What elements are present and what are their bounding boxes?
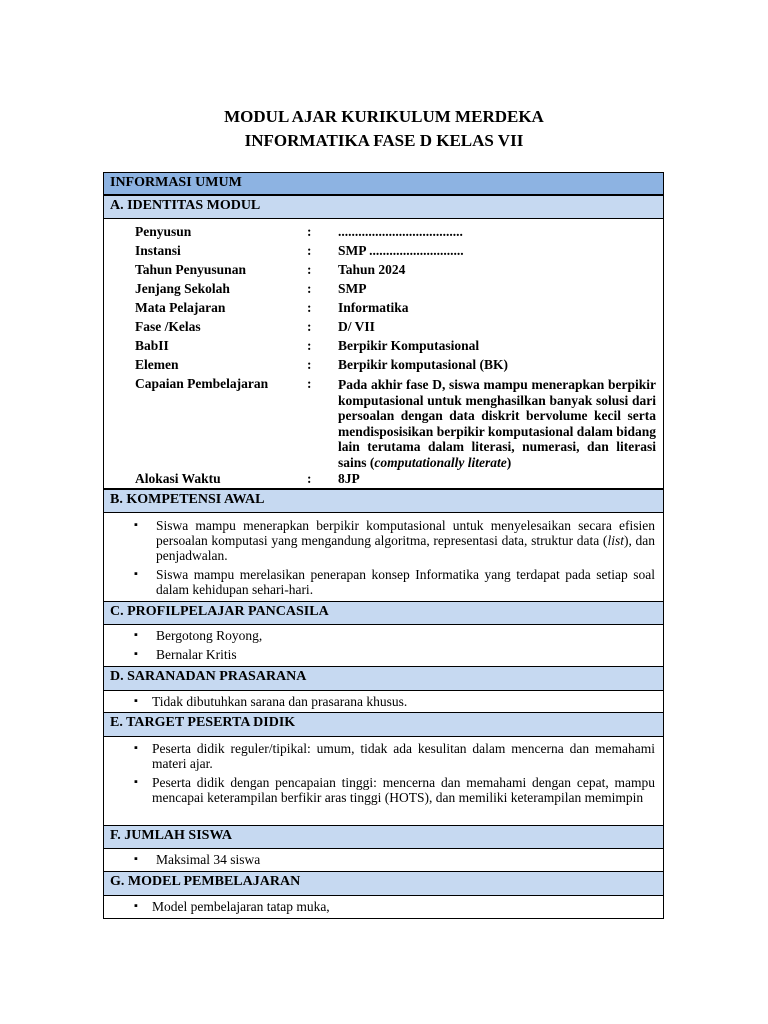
section-header-target-peserta: E. TARGET PESERTA DIDIK [103,712,664,737]
identitas-modul-table [103,218,664,489]
kompetensi-awal-box [103,512,664,602]
list-item: ▪ Peserta didik reguler/tipikal: umum, tidak ada kesulitan dalam mencerna dan memahami materi ajar. [132,741,655,771]
document-title-line2: INFORMATIKA FASE D KELAS VII [244,131,524,150]
row-label: Tahun Penyusunan [135,262,246,277]
list-item: ▪ Tidak dibutuhkan sarana dan prasarana khusus. [132,694,655,709]
row-value: D/ VII [338,319,375,334]
jumlah-siswa-box [103,848,664,872]
list-item: ▪ Maksimal 34 siswa [132,852,655,867]
row-value: Berpikir Komputasional [338,338,480,353]
list-item: ▪ Siswa mampu menerapkan berpikir komputasional untuk menyelesaikan secara efisien persoalan komputasi yang mengandung algoritma, representasi data, struktur data (list), dan penjadwalan. [132,518,655,563]
row-colon: : [307,281,312,296]
row-label: Penyusun [135,224,192,239]
list-item: ▪ Model pembelajaran tatap muka, [132,899,655,914]
sarana-prasarana-box [103,690,664,713]
row-label: Fase /Kelas [135,319,201,334]
row-value: Tahun 2024 [338,262,406,277]
section-header-profil-pelajar: C. PROFILPELAJAR PANCASILA [103,601,664,625]
row-label: Instansi [135,243,181,258]
row-colon: : [307,224,312,239]
row-colon: : [307,300,312,315]
list-item: ▪ Peserta didik dengan pencapaian tinggi: mencerna dan memahami dengan cepat, mampu mencapai keterampilan berfikir aras tinggi (HOTS), dan memiliki keterampilan memimpin [132,775,655,805]
row-label: Alokasi Waktu [135,471,221,486]
list-item: ▪ Bernalar Kritis [132,647,655,662]
row-colon: : [307,338,312,353]
row-value: SMP [338,281,367,296]
section-header-kompetensi-awal: B. KOMPETENSI AWAL [103,489,664,513]
section-header-identitas-modul: A. IDENTITAS MODUL [103,195,664,219]
section-header-sarana-prasarana: D. SARANADAN PRASARANA [103,666,664,691]
row-value: Informatika [338,300,409,315]
row-label: Capaian Pembelajaran [135,376,269,391]
row-value: SMP ............................ [338,243,464,258]
row-colon: : [307,243,312,258]
document-title-line1: MODUL AJAR KURIKULUM MERDEKA [224,107,544,126]
row-colon: : [307,319,312,334]
capaian-pembelajaran-text: Pada akhir fase D, siswa mampu menerapkan berpikir komputasional untuk menghasilkan banyak solusi dari persoalan dengan data diskrit bervolume kecil serta mendisposisikan berpikir komputasional dalam bidang lain terutama dalam literasi, numerasi, dan literasi sains (computationally literate) [338,377,656,470]
list-item: ▪ Siswa mampu merelasikan penerapan konsep Informatika yang terdapat pada setiap soal dalam kehidupan sehari-hari. [132,567,655,597]
target-peserta-box [103,736,664,826]
profil-pelajar-box [103,624,664,667]
row-colon: : [307,262,312,277]
row-colon: : [307,357,312,372]
row-label: Jenjang Sekolah [135,281,230,296]
row-label: Mata Pelajaran [135,300,226,315]
row-colon: : [307,471,312,486]
row-label: Elemen [135,357,179,372]
list-item: ▪ Bergotong Royong, [132,628,655,643]
section-header-informasi-umum: INFORMASI UMUM [103,172,664,195]
section-header-model-pembelajaran: G. MODEL PEMBELAJARAN [103,871,664,896]
row-value: Berpikir komputasional (BK) [338,357,509,372]
row-label: BabII [135,338,169,353]
section-header-jumlah-siswa: F. JUMLAH SISWA [103,825,664,849]
row-value: ..................................... [338,224,463,239]
row-colon: : [307,376,312,391]
row-value: 8JP [338,471,360,486]
model-pembelajaran-box [103,895,664,919]
